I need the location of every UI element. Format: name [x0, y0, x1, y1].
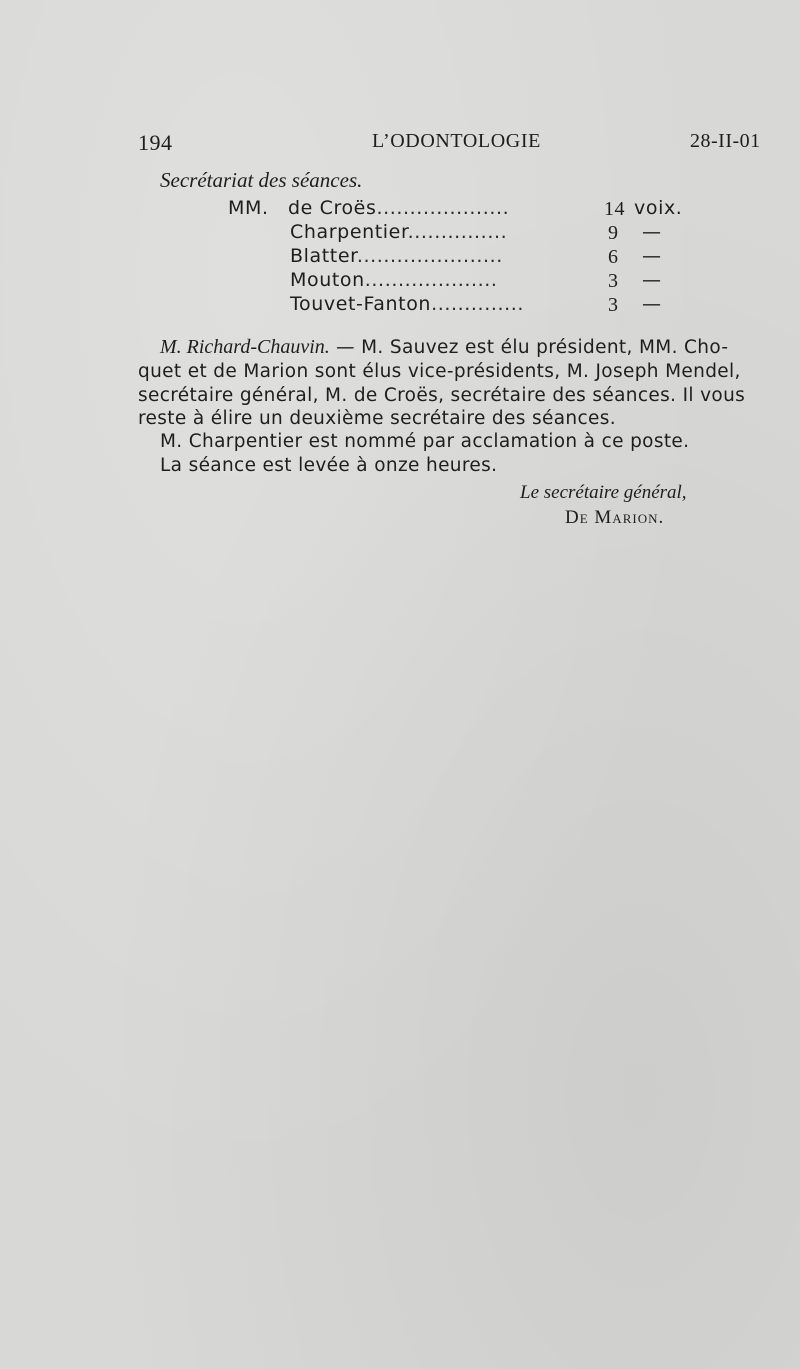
paragraph-line: quet et de Marion sont élus vice-présidents, M. Joseph Mendel, — [138, 361, 741, 382]
paragraph-line: secrétaire général, M. de Croës, secrétaire des séances. Il vous — [138, 385, 746, 406]
vote-prefix: MM. — [228, 197, 269, 219]
vote-count: 9 — [608, 222, 619, 244]
signature-role: Le secrétaire général, — [520, 482, 687, 503]
dot-leader: ...................... — [356, 245, 503, 267]
paragraph-line — [160, 335, 728, 360]
vote-count: 3 — [608, 270, 619, 292]
vote-count: 14 — [604, 198, 625, 220]
vote-dash: — — [642, 221, 662, 243]
signature-name: De Marion. — [565, 507, 665, 528]
dot-leader: ............... — [407, 221, 508, 243]
paragraph-text: — M. Sauvez est élu président, MM. Cho- — [329, 337, 729, 358]
paragraph-line: La séance est levée à onze heures. — [160, 455, 498, 476]
candidate-name: Charpentier — [290, 221, 408, 243]
speaker-name: M. Richard-Chauvin. — [160, 336, 330, 358]
dot-leader: .................... — [364, 269, 498, 291]
candidate-name: Mouton — [290, 269, 365, 291]
vote-row — [290, 293, 524, 315]
page-number: 194 — [138, 130, 173, 155]
vote-row — [288, 197, 509, 219]
dot-leader: .............. — [431, 293, 525, 315]
vote-count: 3 — [608, 294, 619, 316]
candidate-name: Blatter — [290, 245, 357, 267]
vote-row — [290, 269, 498, 291]
dot-leader: .................... — [376, 197, 510, 219]
journal-title: L’ODONTOLOGIE — [372, 130, 541, 152]
vote-row — [290, 245, 503, 267]
issue-date: 28-II-01 — [690, 130, 761, 152]
paragraph-line: reste à élire un deuxième secrétaire des séances. — [138, 408, 616, 429]
candidate-name: Touvet-Fanton — [290, 293, 432, 315]
vote-dash: — — [642, 245, 662, 267]
vote-row — [290, 221, 507, 243]
candidate-name: de Croës — [288, 197, 377, 219]
paragraph-line: M. Charpentier est nommé par acclamation à ce poste. — [160, 431, 690, 452]
vote-count: 6 — [608, 246, 619, 268]
vote-unit: voix. — [634, 197, 683, 219]
vote-dash: — — [642, 269, 662, 291]
vote-dash: — — [642, 293, 662, 315]
section-heading: Secrétariat des séances. — [160, 168, 363, 192]
